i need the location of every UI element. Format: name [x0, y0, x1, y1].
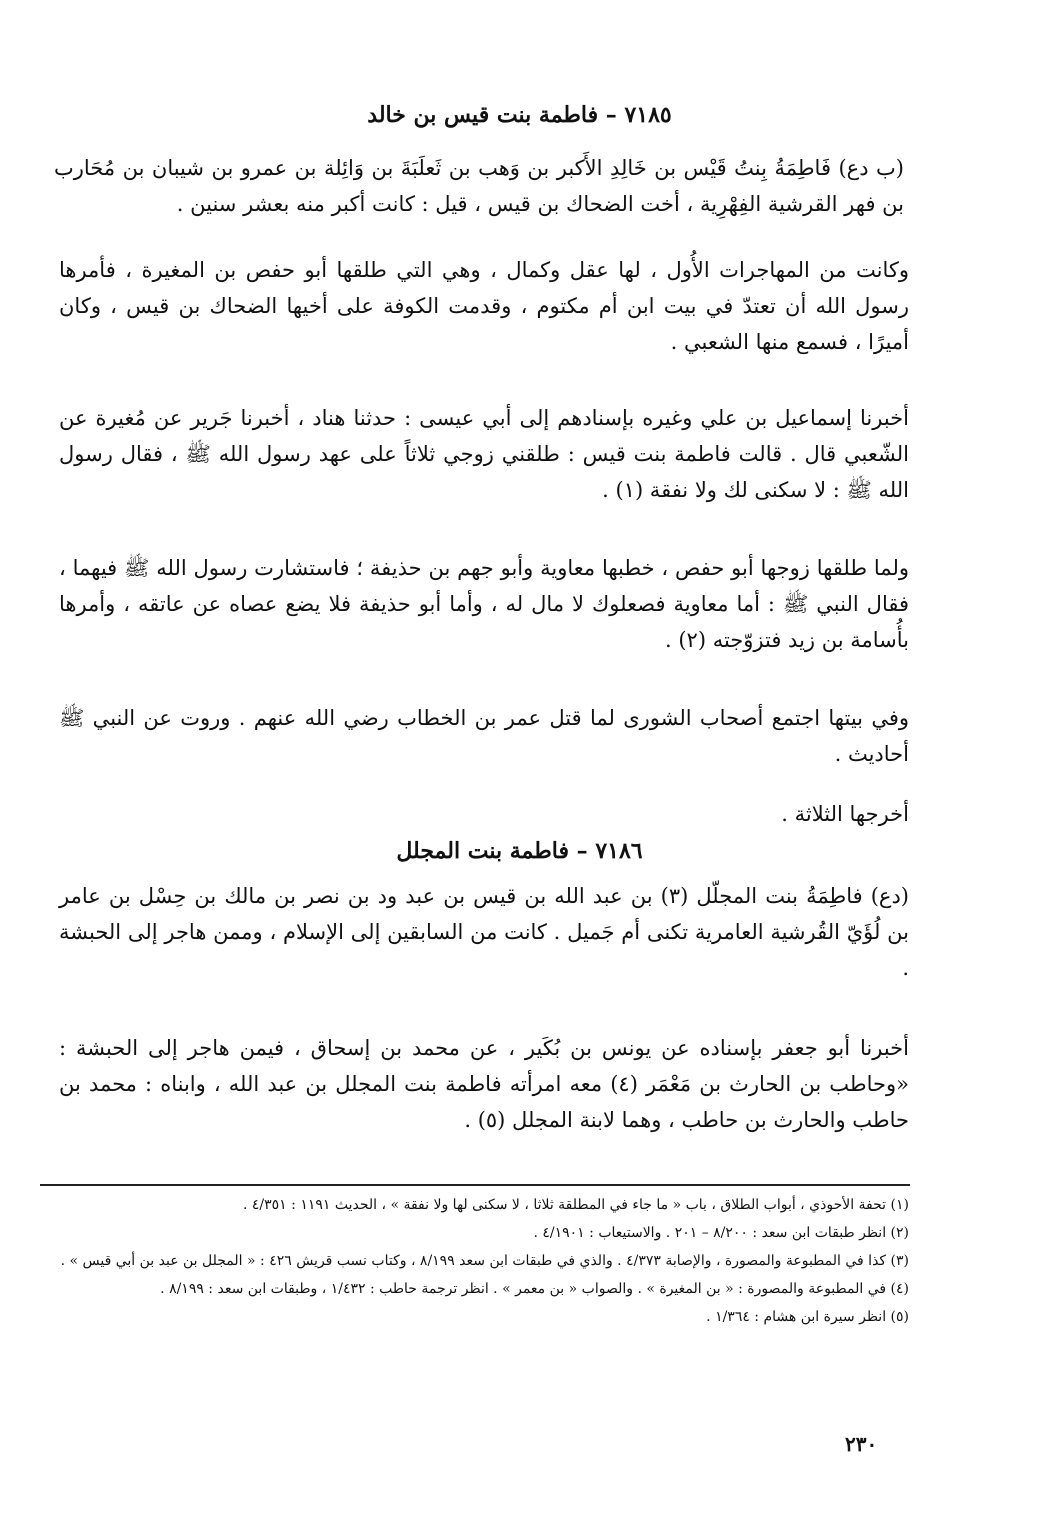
entry-heading-7185: ٧١٨٥ – فاطمة بنت قيس بن خالد	[367, 102, 672, 128]
entry-heading-7186: ٧١٨٦ – فاطمة بنت المجلل	[396, 838, 643, 864]
page-number: ٢٣٠	[845, 1432, 878, 1456]
entry-7185-paragraph-4: ولما طلقها زوجها أبو حفص ، خطبها معاوية وأبو جهم بن حذيفة ؛ فاستشارت رسول الله ﷺ فيهما ، فقال النبي ﷺ : أما معاوية فصعلوك لا مال له ، وأما أبو حذيفة فلا يضع عصاه عن عاتقه ، وأمرها بأُسامة بن زيد فتزوّجته (٢) .	[59, 556, 909, 652]
footnotes	[29, 1194, 909, 1334]
entry-7185-closing: أخرجها الثلاثة .	[781, 802, 909, 826]
footnote-4: (٤) في المطبوعة والمصورة : « بن المغيرة » . والصواب « بن معمر » . انظر ترجمة حاطب : ١/٤٣٢ ، وطبقات ابن سعد : ٨/١٩٩ .	[160, 1281, 909, 1297]
entry-7186-paragraph-1: (دع) فاطِمَةُ بنت المجلّل (٣) بن عبد الله بن قيس بن عبد ود بن نصر بن مالك بن حِسْل بن عامر بن لُؤَيّ القُرشية العامرية تكنى أم جَميل . كانت من السابقين إلى الإسلام ، وممن هاجر إلى الحبشة .	[59, 884, 909, 980]
footnote-1: (١) تحفة الأحوذي ، أبواب الطلاق ، باب « ما جاء في المطلقة ثلاثا ، لا سكنى لها ولا نفقة » ، الحديث ١١٩١ : ٤/٣٥١ .	[242, 1197, 909, 1213]
footnote-divider	[40, 1184, 910, 1186]
footnote-2: (٢) انظر طبقات ابن سعد : ٨/٢٠٠ – ٢٠١ . والاستيعاب : ٤/١٩٠١ .	[533, 1225, 909, 1241]
entry-7185-paragraph-2: وكانت من المهاجرات الأُول ، لها عقل وكمال ، وهي التي طلقها أبو حفص بن المغيرة ، فأمرها رسول الله أن تعتدّ في بيت ابن أم مكتوم ، وقدمت الكوفة على أخيها الضحاك بن قيس ، وكان أميرًا ، فسمع منها الشعبي .	[59, 258, 909, 354]
entry-7186-paragraph-2: أخبرنا أبو جعفر بإسناده عن يونس بن بُكَير ، عن محمد بن إسحاق ، فيمن هاجر إلى الحبشة : «وحاطب بن الحارث بن مَعْمَر (٤) معه امرأته فاطمة بنت المجلل بن عبد الله ، وابناه : محمد بن حاطب والحارث بن حاطب ، وهما لابنة المجلل (٥) .	[59, 1036, 910, 1132]
entry-7185-paragraph-3: أخبرنا إسماعيل بن علي وغيره بإسنادهم إلى أبي عيسى : حدثنا هناد ، أخبرنا جَرير عن مُغيرة عن الشّعبي قال . قالت فاطمة بنت قيس : طلقني زوجي ثلاثاً على عهد رسول الله ﷺ ، فقال رسول الله ﷺ : لا سكنى لك ولا نفقة (١) .	[59, 406, 909, 502]
footnote-5: (٥) انظر سيرة ابن هشام : ١/٣٦٤ .	[706, 1309, 909, 1325]
entry-7185-paragraph-5: وفي بيتها اجتمع أصحاب الشورى لما قتل عمر بن الخطاب رضي الله عنهم . وروت عن النبي ﷺ أحاديث .	[59, 706, 909, 766]
footnote-3: (٣) كذا في المطبوعة والمصورة ، والإصابة ٤/٣٧٣ . والذي في طبقات ابن سعد ٨/١٩٩ ، وكتاب نسب قريش ٤٢٦ : « المجلل بن عبد بن أبي قيس » .	[60, 1253, 909, 1269]
entry-7185-paragraph-1: (ب دع) فَاطِمَةُ بِنتُ قَيْس بن خَالِدِ الأَكبر بن وَهب بن ثَعلَبَةَ بن وَائِلة بن عمرو بن شيبان بن مُحَارب بن فهر القرشية الفِهْرِية ، أخت الضحاك بن قيس ، قيل : كانت أكبر منه بعشر سنين .	[54, 156, 904, 216]
